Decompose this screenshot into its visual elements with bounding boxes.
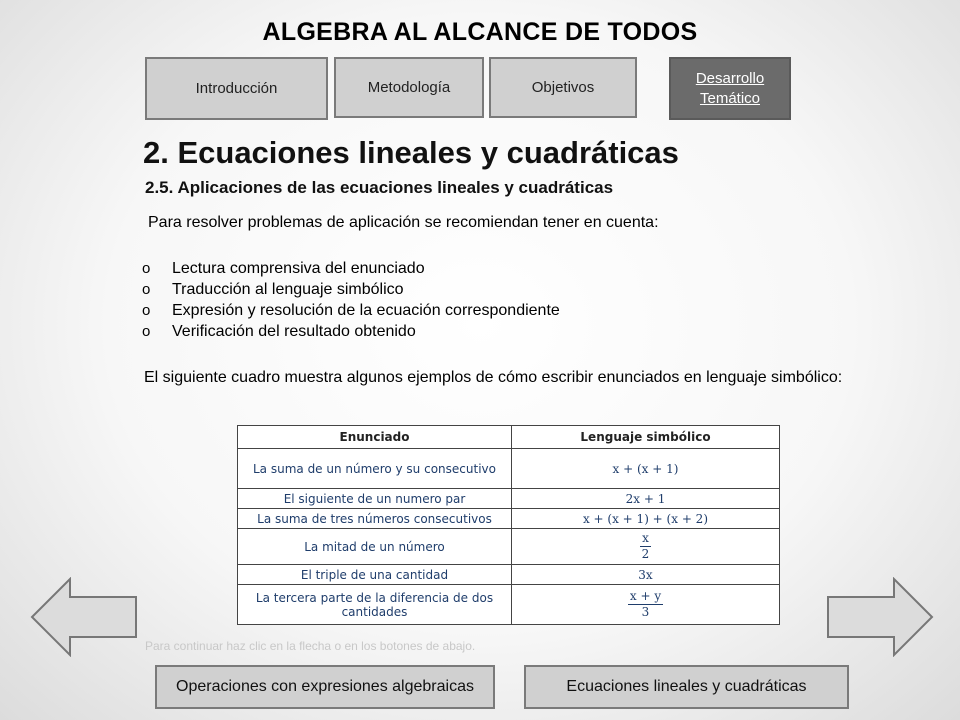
footer-note: Para continuar haz clic en la flecha o en los botones de abajo. (145, 639, 476, 653)
list-item (142, 279, 560, 300)
prev-topic-label: Operaciones con expresiones algebraicas (176, 678, 474, 695)
tab-metodologia[interactable] (334, 57, 484, 118)
cell-enunciado: El triple de una cantidad (238, 565, 512, 585)
fraction-denominator: 2 (641, 547, 650, 561)
cell-enunciado: El siguiente de un numero par (238, 489, 512, 509)
table-header-row (238, 426, 780, 449)
cell-enunciado: La suma de un número y su consecutivo (238, 449, 512, 489)
step-text: Verificación del resultado obtenido (172, 323, 416, 340)
table-row (238, 585, 780, 625)
fraction (640, 531, 651, 562)
tab-desarrollo-label-2: Temático (699, 89, 761, 107)
tab-desarrollo-tematico[interactable] (669, 57, 791, 120)
list-item (142, 321, 560, 342)
prev-topic-button[interactable] (155, 665, 495, 709)
header-lenguaje-simbolico: Lenguaje simbólico (512, 426, 780, 449)
bullet-icon: o (142, 323, 151, 340)
fraction-numerator: x (642, 531, 649, 545)
bullet-icon: o (142, 302, 151, 319)
cell-enunciado: La tercera parte de la diferencia de dos cantidades (238, 585, 512, 625)
cell-simbolico (512, 529, 780, 565)
fraction-numerator: x + y (629, 589, 662, 603)
left-arrow-icon[interactable] (30, 577, 138, 662)
cell-enunciado: La suma de tres números consecutivos (238, 509, 512, 529)
table-row (238, 565, 780, 585)
steps-list (142, 258, 560, 342)
fraction-denominator: 3 (641, 605, 650, 619)
table-row (238, 509, 780, 529)
table-intro-text: El siguiente cuadro muestra algunos ejemplos de cómo escribir enunciados en lenguaje simbólico: (144, 369, 843, 386)
step-text: Traducción al lenguaje simbólico (172, 281, 404, 298)
tab-metodologia-label: Metodología (367, 79, 451, 96)
tab-introduccion[interactable] (145, 57, 328, 120)
cell-simbolico: 3x (512, 565, 780, 585)
right-arrow-icon[interactable] (826, 577, 934, 662)
tab-desarrollo-label-1: Desarrollo (695, 69, 765, 87)
table-row (238, 489, 780, 509)
cell-simbolico: x + (x + 1) + (x + 2) (512, 509, 780, 529)
fraction (628, 589, 663, 620)
cell-simbolico: 2x + 1 (512, 489, 780, 509)
step-text: Lectura comprensiva del enunciado (172, 260, 425, 277)
list-item (142, 258, 560, 279)
tab-objetivos[interactable] (489, 57, 637, 118)
next-topic-button[interactable] (524, 665, 849, 709)
cell-simbolico: x + (x + 1) (512, 449, 780, 489)
header-enunciado: Enunciado (238, 426, 512, 449)
subsection-title: 2.5. Aplicaciones de las ecuaciones lineales y cuadráticas (145, 178, 614, 197)
cell-enunciado: La mitad de un número (238, 529, 512, 565)
step-text: Expresión y resolución de la ecuación correspondiente (172, 302, 560, 319)
bullet-icon: o (142, 260, 151, 277)
cell-simbolico (512, 585, 780, 625)
examples-table (237, 425, 780, 625)
bullet-icon: o (142, 281, 151, 298)
tab-objetivos-label: Objetivos (531, 79, 595, 96)
section-title: 2. Ecuaciones lineales y cuadráticas (143, 135, 679, 170)
intro-text: Para resolver problemas de aplicación se recomiendan tener en cuenta: (148, 214, 659, 231)
app-title: ALGEBRA AL ALCANCE DE TODOS (262, 18, 698, 46)
next-topic-label: Ecuaciones lineales y cuadráticas (566, 678, 807, 695)
table-row (238, 529, 780, 565)
list-item (142, 300, 560, 321)
tab-introduccion-label: Introducción (195, 80, 278, 97)
table-row (238, 449, 780, 489)
